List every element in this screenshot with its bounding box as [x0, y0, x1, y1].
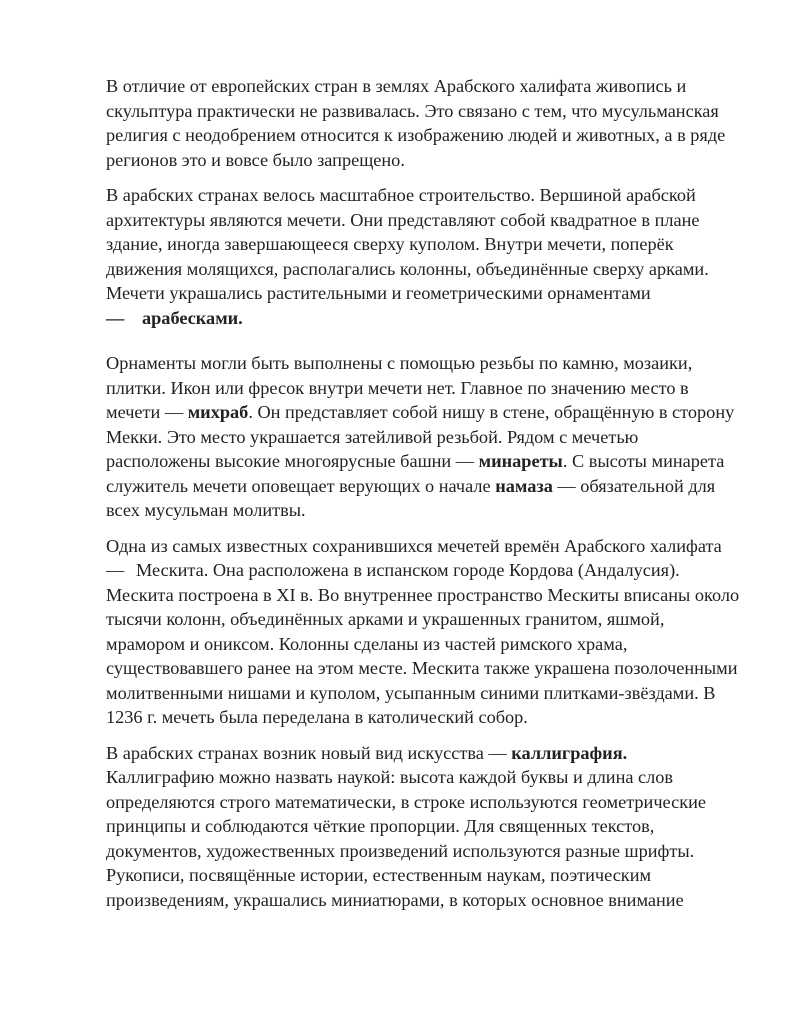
- paragraph-painting: [106, 74, 726, 172]
- text-line: архитектуры являются мечети. Они представляют собой квадратное в плане: [106, 209, 700, 230]
- text-line: [106, 449, 726, 474]
- text-line: произведениям, украшались миниатюрами, в которых основное внимание: [106, 889, 684, 910]
- text-run: Мескита. Она расположена в испанском городе Кордова (Андалусия).: [136, 560, 680, 580]
- text-line: религия с неодобрением относится к изображению людей и животных, а в ряде: [106, 125, 726, 145]
- text-line: принципы и соблюдаются чёткие пропорции. Для священных текстов,: [106, 816, 655, 836]
- term-arabesques: арабесками.: [142, 307, 243, 328]
- text-line: Мескита построена в XI в. Во внутреннее пространство Мескиты вписаны около: [106, 584, 740, 605]
- text-run: расположены высокие многоярусные башни —: [106, 451, 479, 471]
- text-line: всех мусульман молитвы.: [106, 500, 306, 520]
- term-namaz: намаза: [495, 475, 553, 496]
- term-minarets: минареты: [478, 451, 563, 471]
- text-line: движения молящихся, располагались колонны, объединённые сверху арками.: [106, 258, 709, 279]
- paragraph-ornaments: [106, 351, 735, 523]
- text-line: [106, 474, 726, 499]
- paragraph-calligraphy: [106, 741, 726, 913]
- em-dash: —: [106, 560, 125, 580]
- text-line: [106, 741, 726, 766]
- text-line: Орнаменты могли быть выполнены с помощью резьбы по камню, мозаики,: [106, 353, 693, 373]
- text-line: Одна из самых известных сохранившихся мечетей времён Арабского халифата: [106, 535, 722, 556]
- text-run: В арабских странах возник новый вид искусства —: [106, 742, 512, 763]
- text-line: регионов это и вовсе было запрещено.: [106, 149, 405, 170]
- text-line: [106, 400, 735, 425]
- text-line: В отличие от европейских стран в землях Арабского халифата живопись и: [106, 76, 687, 96]
- text-run: . Он представляет собой нишу в стене, обращённую в сторону: [248, 402, 735, 422]
- text-run: служитель мечети оповещает верующих о начале: [106, 475, 496, 496]
- document-page: [106, 74, 740, 912]
- text-line: [106, 306, 726, 331]
- term-calligraphy: каллиграфия.: [511, 742, 628, 763]
- text-line: плитки. Икон или фресок внутри мечети нет. Главное по значению место в: [106, 377, 689, 398]
- text-line: Каллиграфию можно назвать наукой: высота каждой буквы и длина слов: [106, 767, 674, 787]
- text-line: существовавшего ранее на этом месте. Мескита также украшена позолоченными: [106, 658, 738, 678]
- text-run: . С высоты минарета: [562, 451, 725, 471]
- text-line: В арабских странах велось масштабное строительство. Вершиной арабской: [106, 185, 696, 205]
- text-line: документов, художественных произведений используются разные шрифты.: [106, 840, 695, 861]
- text-run: мечети —: [106, 402, 188, 422]
- text-line: молитвенными нишами и куполом, усыпанным синими плитками-звёздами. В: [106, 682, 716, 703]
- paragraph-mezquita: [106, 534, 740, 730]
- text-line: определяются строго математически, в строке используются геометрические: [106, 791, 706, 812]
- em-dash: —: [106, 307, 125, 328]
- text-run: — обязательной для: [552, 475, 716, 496]
- text-line: тысячи колонн, объединённых арками и украшенных гранитом, яшмой,: [106, 609, 665, 629]
- text-line: Рукописи, посвящённые истории, естественным наукам, поэтическим: [106, 865, 652, 885]
- text-line: 1236 г. мечеть была переделана в католический собор.: [106, 707, 528, 727]
- text-line: [106, 558, 726, 583]
- text-line: скульптура практически не развивалась. Это связано с тем, что мусульманская: [106, 100, 719, 121]
- term-mihrab: михраб: [187, 402, 249, 422]
- paragraph-architecture: [106, 183, 726, 330]
- text-line: Мечети украшались растительными и геометрическими орнаментами: [106, 283, 651, 303]
- text-line: Мекки. Это место украшается затейливой резьбой. Рядом с мечетью: [106, 426, 639, 447]
- text-line: здание, иногда завершающееся сверху куполом. Внутри мечети, поперёк: [106, 234, 674, 254]
- text-line: мрамором и ониксом. Колонны сделаны из частей римского храма,: [106, 633, 628, 654]
